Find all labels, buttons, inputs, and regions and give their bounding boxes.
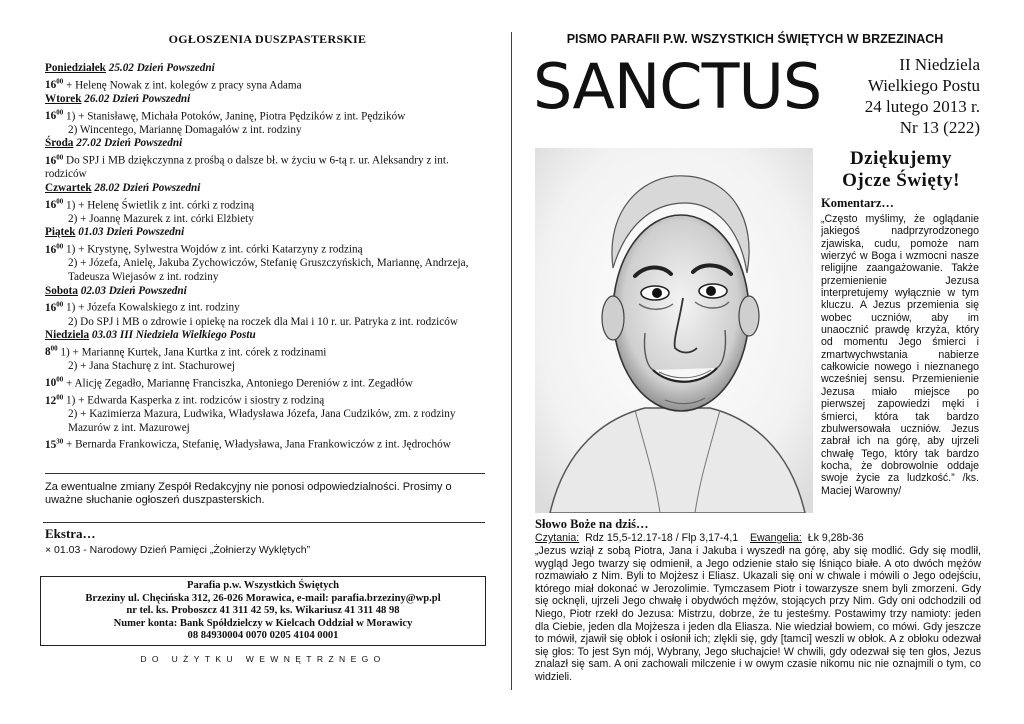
- day-heading: [45, 93, 490, 107]
- announcements-title: OGŁOSZENIA DUSZPASTERSKIE: [168, 32, 367, 46]
- intention-text: 2) + Józefa, Anielę, Jakuba Zychowiczów, Stefanię Gruszczyńskich, Mariannę, Andrzeja, Tadeusza Wiejasów z int. rodziny: [68, 257, 469, 283]
- gospel-label: Ewangelia:: [749, 532, 802, 544]
- intention-text: 2) Do SPJ i MB o zdrowie i opiekę na roczek dla Mai i 10 r. ur. Patryka z int. rodziców: [68, 315, 458, 328]
- day-name: Piątek: [45, 226, 76, 239]
- parish-contact-box: [40, 576, 486, 646]
- thanks-line: Dziękujemy: [849, 148, 953, 169]
- mass-time: [45, 155, 63, 167]
- intention-text: + Bernarda Frankowicza, Stefanię, Władysława, Jana Frankowiczów z int. Jędrochów: [65, 439, 451, 452]
- mass-time: [45, 346, 58, 358]
- word-of-god-title: Słowo Boże na dziś…: [535, 517, 649, 531]
- intention-text: 2) + Jana Stachurę z int. Stachurowej: [68, 360, 235, 373]
- mass-time: [45, 244, 63, 256]
- mass-time: [45, 392, 64, 407]
- issue-line: 24 lutego 2013 r.: [864, 97, 980, 116]
- day-heading: [45, 285, 490, 299]
- day-title: 28.02 Dzień Powszedni: [94, 181, 201, 194]
- mass-time: [45, 439, 63, 451]
- internal-use-label: DO UŻYTKU WEWNĘTRZNEGO: [140, 654, 386, 664]
- contact-line: 08 84930004 0070 0205 4104 0001: [187, 630, 339, 642]
- intention-text: 1) + Stanisławę, Michała Potoków, Janinę, Piotra Pędzików z int. Pędzików: [65, 110, 406, 123]
- intention-text: 2) + Joannę Mazurek z int. córki Elżbiety: [68, 212, 254, 225]
- mass-intention: [45, 124, 490, 138]
- day-title: 27.02 Dzień Powszedni: [76, 137, 183, 150]
- ekstra-title: Ekstra…: [45, 526, 96, 541]
- pope-portrait-image: [535, 148, 813, 513]
- contact-line: nr tel. ks. Proboszcz 41 311 42 59, ks. Wikariusz 41 311 48 98: [126, 605, 400, 617]
- mass-time: [45, 377, 63, 389]
- day-heading: [45, 62, 490, 76]
- ekstra-section: [45, 526, 485, 556]
- day-heading: [45, 137, 490, 151]
- mass-intention: [45, 196, 490, 213]
- mass-intention: [45, 391, 490, 408]
- mass-hour: 16: [45, 199, 57, 212]
- day-name: Poniedziałek: [45, 62, 106, 74]
- mass-intention: [45, 298, 490, 315]
- commentary-title: Komentarz…: [821, 196, 894, 210]
- readings-label: Czytania:: [535, 532, 580, 544]
- mass-minute: 00: [56, 242, 64, 251]
- intention-text: 1) + Józefa Kowalskiego z int. rodziny: [65, 301, 240, 314]
- day-title: 01.03 Dzień Powszedni: [78, 226, 185, 239]
- mass-time: [45, 199, 63, 211]
- day-title: 26.02 Dzień Powszedni: [84, 92, 191, 105]
- mass-time: [45, 79, 63, 91]
- intention-text: Do SPJ i MB dziękczynna z prośbą o dalsze bł. w życiu w 6-tą r. ur. Aleksandry z int. rodziców: [45, 154, 449, 181]
- day-name: Wtorek: [45, 92, 82, 105]
- mass-hour: 10: [45, 377, 57, 390]
- mass-minute: 00: [56, 153, 64, 162]
- mass-intention: [45, 360, 490, 374]
- issue-line: II Niedziela: [899, 55, 980, 74]
- gospel-text: „Jezus wziął z sobą Piotra, Jana i Jakuba i wyszedł na górę, aby się modlić. Gdy się modlił, wygląd Jego twarzy się odmienił, a Jego odzienie stało się lśniąco białe. A oto dwóch mężów rozmawiało z Nim. Byli to Mojżesz i Eliasz. Ukazali się oni w chwale i mówili o Jego odejściu, którego miał dokonać w Jerozolimie. Tymczasem Piotr i towarzysze snem byli zmorzeni. Gdy się ocknęli, ujrzeli Jego chwałę i obydwóch mężów, stojących przy Nim. Gdy oni odchodzili od Niego, Piotr rzekł do Jezusa: Mistrzu, dobrze, że tu jesteśmy. Postawimy trzy namioty: jeden dla Ciebie, jeden dla Mojżesza i jeden dla Eliasza. Nie wiedział bowiem, co mówi. Gdy jeszcze to mówił, zjawił się obłok i osłonił ich; zlękli się, gdy [tamci] weszli w obłok. A z obłoku odezwał się głos: To jest Syn mój, Wybrany, Jego słuchajcie! W chwili, gdy odezwał się ten głos, Jezus znalazł się sam. A oni zachowali milczenie i w owym czasie nikomu nic nie oznajmili o tym, co widzieli.: [535, 545, 981, 683]
- mass-hour: 12: [45, 394, 57, 407]
- thanks-heading: [822, 148, 980, 192]
- issue-info: [805, 54, 980, 138]
- intention-text: 1) + Krystynę, Sylwestra Wojdów z int. córki Katarzyny z rodziną: [65, 243, 363, 256]
- day-heading: [45, 329, 490, 343]
- mass-intention: [45, 343, 490, 360]
- ekstra-item: × 01.03 - Narodowy Dzień Pamięci „Żołnierzy Wyklętych”: [45, 544, 311, 556]
- day-name: Niedziela: [45, 329, 90, 342]
- mass-hour: 16: [45, 301, 57, 314]
- thanks-line: Ojcze Święty!: [842, 170, 960, 191]
- commentary-text: „Często myślimy, że oglądanie jakiegoś nadprzyrodzonego zjawiska, cudu, pomoże nam wierzyć w Boga i wzmocni nasze religijne zaangażowanie. Także przemienienie Jezusa interpretujemy wyłącznie w tym kluczu. A Jezus przemienia się wobec uczniów, aby im unaocznić prawdę krzyża, który od momentu Jego śmierci i zmartwychwstania nabierze całkowicie nowego i nieznanego wcześniej sensu. Przemienienie Jezusa miało miejsce po pierwszej zapowiedzi męki i śmierci, która tak bardzo zbulwersowała uczniów. Jezus zabrał ich na górę, aby ujrzeli chwałę Tego, który tak bardzo kocha, że dobrowolnie oddaje swoje życie za ludzkość.” /ks. Maciej Warowny/: [821, 213, 979, 497]
- mass-intention: [45, 213, 490, 227]
- mass-time: [45, 302, 63, 314]
- mass-hour: 16: [45, 110, 57, 123]
- intention-text: 2) + Kazimierza Mazura, Ludwika, Władysława Józefa, Jana Cudzików, zm. z rodziny Mazurów z int. Mazurowej: [68, 408, 456, 434]
- day-title: 25.02 Dzień Powszedni: [108, 62, 215, 74]
- mass-minute: 30: [56, 437, 64, 446]
- mass-intention: [45, 107, 490, 124]
- day-name: Środa: [45, 137, 74, 150]
- column-divider: [511, 32, 512, 690]
- day-heading: [45, 182, 490, 196]
- intention-text: 1) + Mariannę Kurtek, Jana Kurtka z int. córek z rodzinami: [60, 346, 327, 359]
- day-name: Czwartek: [45, 181, 92, 194]
- intention-text: + Helenę Nowak z int. kolegów z pracy syna Adama: [65, 79, 302, 92]
- intention-text: 2) Wincentego, Mariannę Domagałów z int. rodziny: [68, 123, 302, 136]
- readings-line: [535, 532, 980, 544]
- intention-text: 1) + Edwarda Kasperka z int. rodziców i siostry z rodziną: [65, 394, 325, 407]
- mass-minute: 00: [56, 375, 64, 384]
- mass-hour: 16: [45, 243, 57, 256]
- mass-hour: 15: [45, 439, 57, 452]
- editorial-note: Za ewentualne zmiany Zespół Redakcyjny nie ponosi odpowiedzialności. Prosimy o uważne słuchanie ogłoszeń duszpasterskich.: [45, 473, 485, 507]
- masthead: PISMO PARAFII P.W. WSZYSTKICH ŚWIĘTYCH W BRZEZINACH: [566, 32, 944, 46]
- sanctus-logo: SANCTUS: [533, 50, 822, 123]
- contact-line: Numer konta: Bank Spółdzielczy w Kielcach Oddział w Morawicy: [113, 617, 413, 629]
- day-name: Sobota: [45, 284, 78, 297]
- contact-line: Parafia p.w. Wszystkich Świętych: [187, 580, 339, 591]
- announcements-list: [45, 62, 490, 453]
- mass-intention: [45, 240, 490, 257]
- day-title: 03.03 III Niedziela Wielkiego Postu: [91, 329, 256, 342]
- mass-minute: 00: [56, 108, 64, 117]
- divider-rule: [43, 522, 485, 523]
- mass-intention: [45, 151, 490, 182]
- mass-intention: [45, 316, 490, 330]
- mass-hour: 16: [45, 154, 57, 167]
- mass-minute: 00: [56, 77, 64, 86]
- mass-intention: [45, 76, 490, 93]
- mass-minute: 00: [50, 344, 58, 353]
- issue-line: Wielkiego Postu: [867, 76, 980, 95]
- issue-line: Nr 13 (222): [899, 118, 980, 137]
- mass-hour: 16: [45, 79, 57, 92]
- mass-hour: 8: [45, 346, 51, 359]
- mass-intention: [45, 435, 490, 452]
- readings-refs: Rdz 15,5-12.17-18 / Flp 3,17-4,1: [585, 532, 739, 544]
- contact-line: Brzeziny ul. Chęcińska 312, 26-026 Morawica, e-mail: parafia.brzeziny@wp.pl: [85, 592, 441, 604]
- announcements-column: [45, 32, 490, 453]
- mass-time: [45, 110, 63, 122]
- intention-text: 1) + Helenę Świetlik z int. córki z rodziną: [65, 199, 255, 212]
- mass-intention: [45, 408, 490, 435]
- intention-text: + Alicję Zegadło, Mariannę Franciszka, Antoniego Dereniów z int. Zegadłów: [65, 377, 413, 390]
- day-title: 02.03 Dzień Powszedni: [80, 284, 187, 297]
- mass-minute: 00: [56, 300, 64, 309]
- gospel-ref: Łk 9,28b-36: [807, 532, 864, 544]
- mass-intention: [45, 374, 490, 391]
- day-heading: [45, 226, 490, 240]
- mass-minute: 00: [56, 197, 64, 206]
- mass-intention: [45, 257, 490, 284]
- mass-minute: 00: [56, 392, 64, 401]
